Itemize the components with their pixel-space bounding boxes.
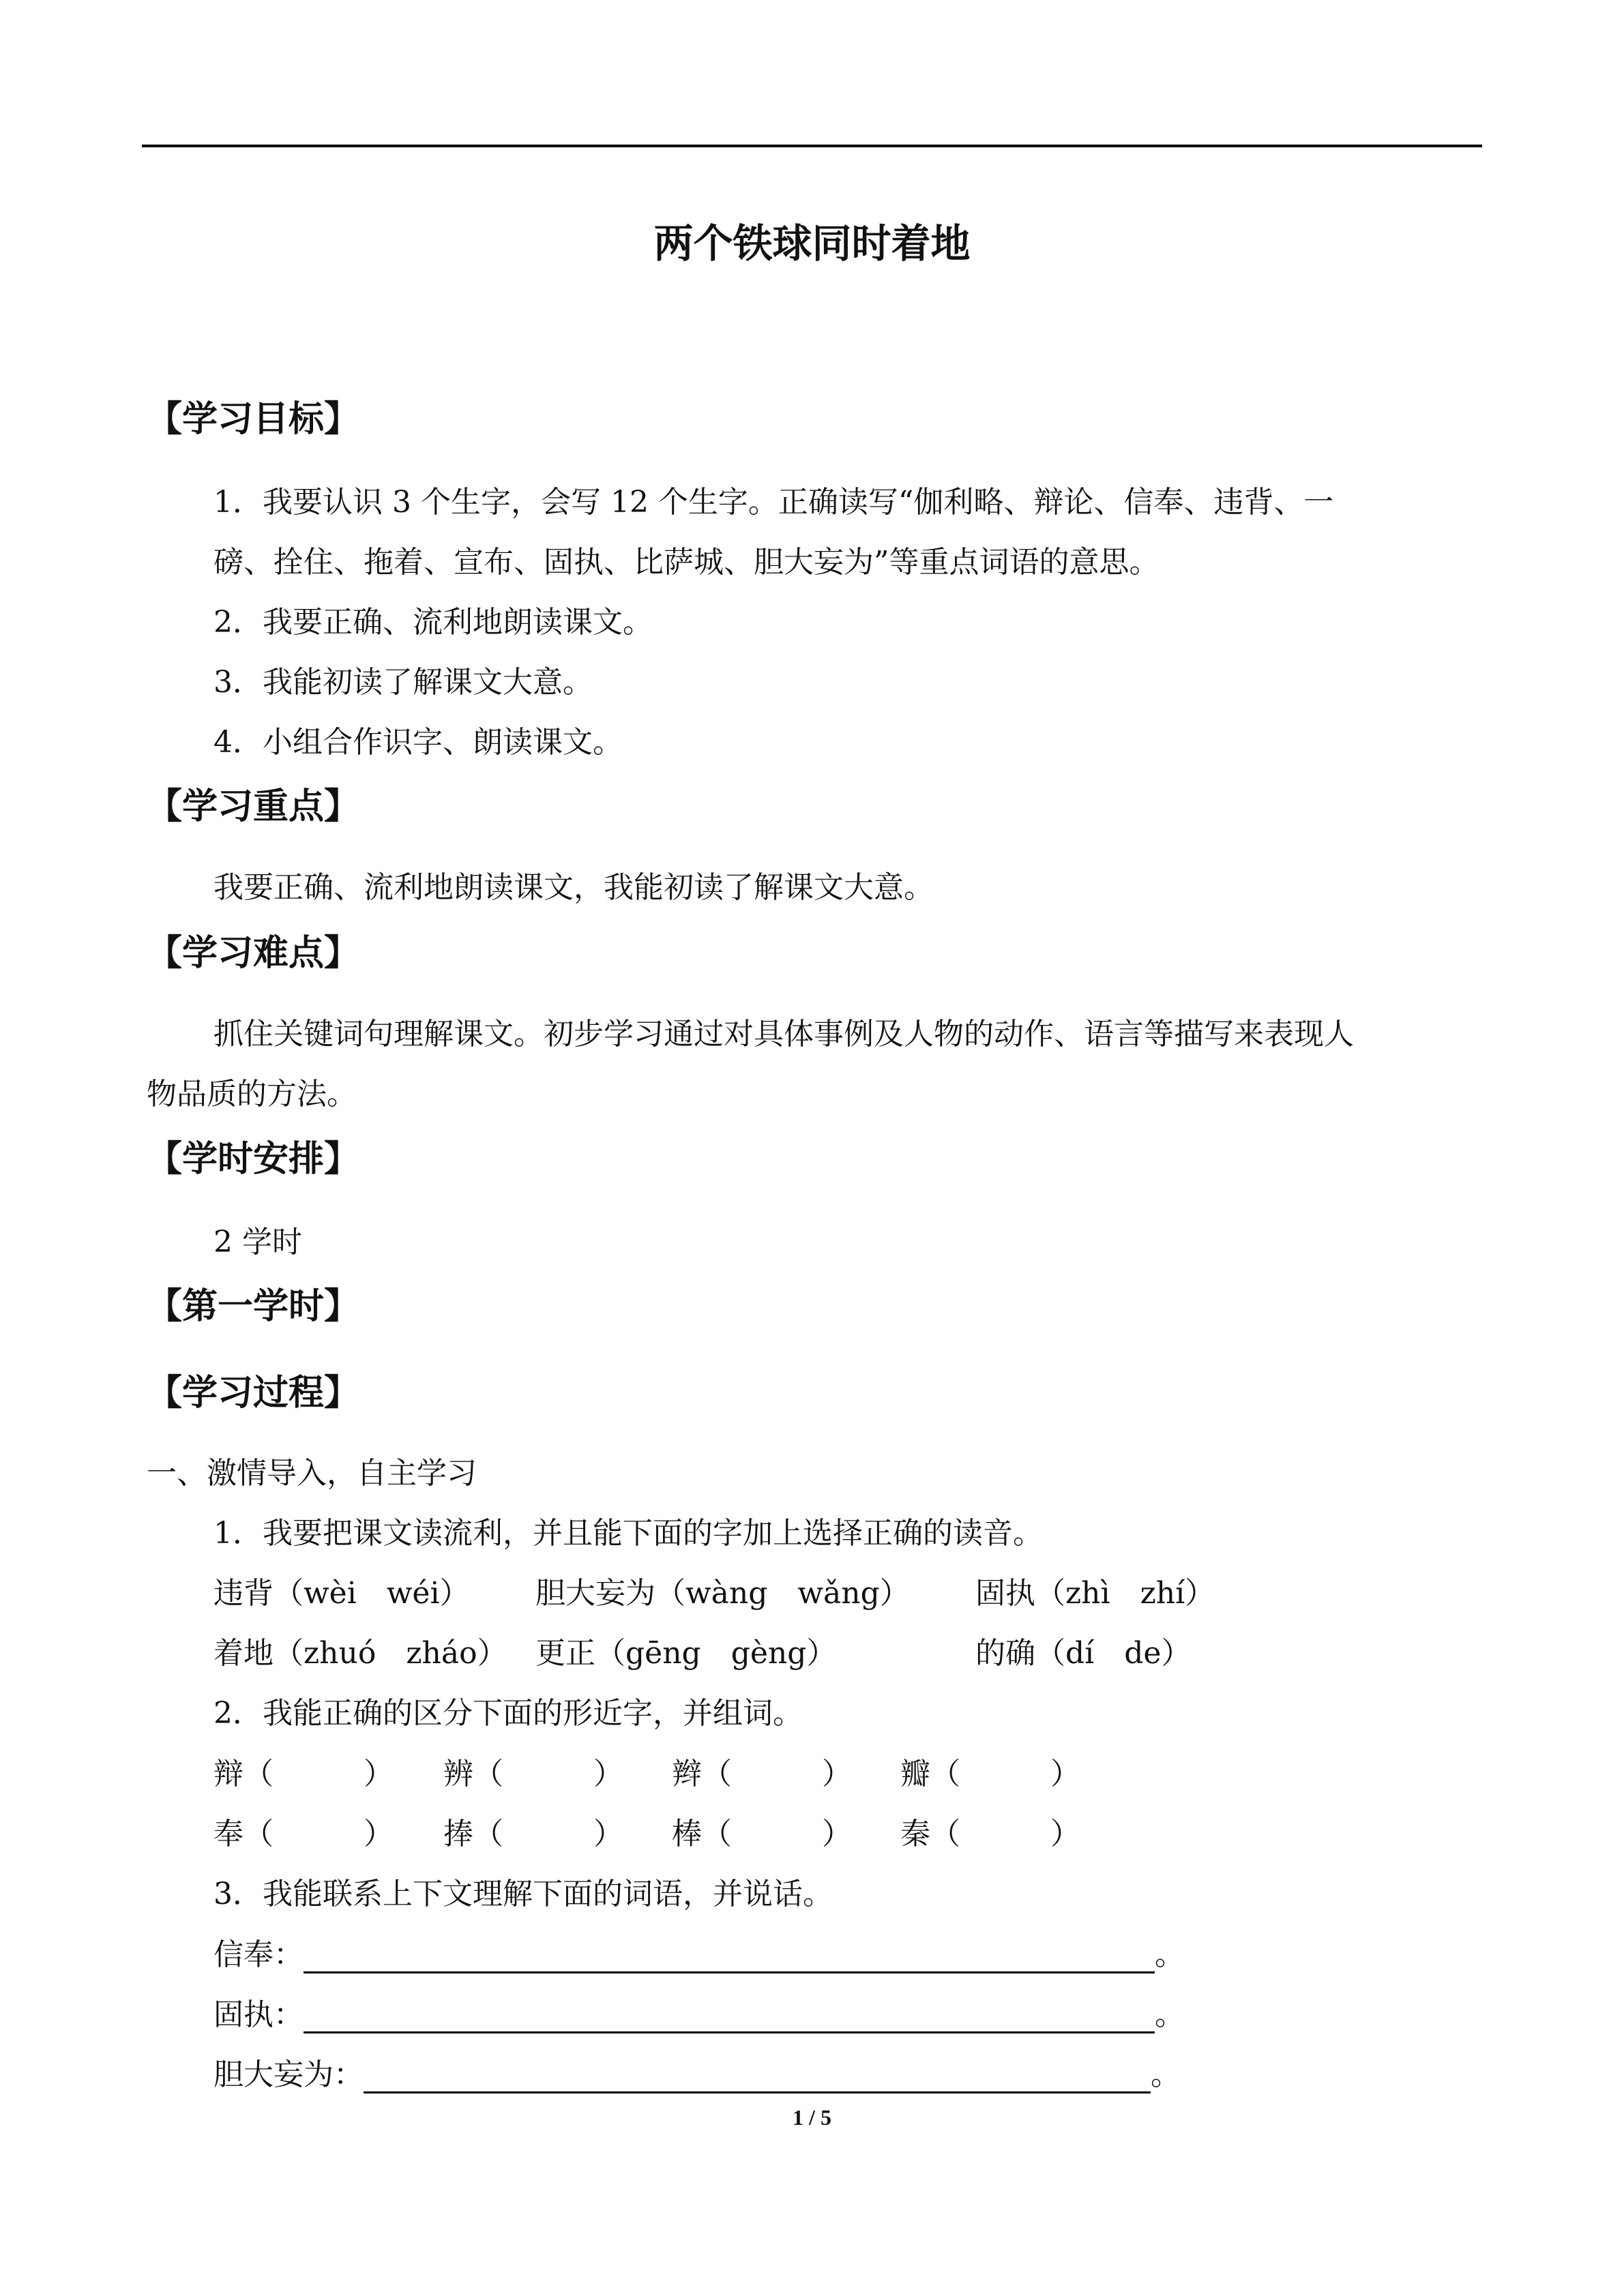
question-1: 1．我要把课文读流利，并且能下面的字加上选择正确的读音。 xyxy=(213,1516,1043,1551)
schedule-text: 2 学时 xyxy=(213,1225,302,1259)
char-fill-item: 辩（ ） xyxy=(213,1757,394,1791)
difficulties-line-2: 物品质的方法。 xyxy=(147,1077,357,1112)
term-line xyxy=(213,1930,1185,1973)
term-label: 胆大妄为： xyxy=(213,2057,364,2092)
char-fill-item: 辨（ ） xyxy=(443,1757,623,1791)
char-fill-item: 秦（ ） xyxy=(900,1817,1080,1851)
difficulties-heading: 【学习难点】 xyxy=(147,933,360,974)
answer-blank[interactable] xyxy=(304,1937,1155,1973)
term-end: 。 xyxy=(1155,1997,1185,2032)
goal-item-2: 2．我要正确、流利地朗读课文。 xyxy=(213,605,653,640)
char-fill-item: 瓣（ ） xyxy=(900,1757,1080,1791)
goal-item-4: 4．小组合作识字、朗读课文。 xyxy=(213,725,623,760)
char-fill-item: 捧（ ） xyxy=(443,1817,623,1851)
answer-blank[interactable] xyxy=(304,1997,1155,2033)
pinyin-choice: 违背（wèi wéi） xyxy=(213,1576,470,1611)
difficulties-line-1: 抓住关键词句理解课文。初步学习通过对具体事例及人物的动作、语言等描写来表现人 xyxy=(213,1017,1354,1052)
key-points-text: 我要正确、流利地朗读课文，我能初读了解课文大意。 xyxy=(213,870,934,905)
header-rule xyxy=(142,145,1482,147)
term-label: 固执： xyxy=(213,1997,304,2032)
document-title: 两个铁球同时着地 xyxy=(653,220,971,267)
pinyin-choice: 更正（gēng gèng） xyxy=(535,1636,837,1671)
term-label: 信奉： xyxy=(213,1937,304,1972)
schedule-heading: 【学时安排】 xyxy=(147,1139,360,1180)
goal-item-1-line-1: 1．我要认识 3 个生字，会写 12 个生字。正确读写“伽利略、辩论、信奉、违背、一 xyxy=(213,485,1334,520)
first-period-heading: 【第一学时】 xyxy=(147,1286,360,1327)
char-fill-item: 棒（ ） xyxy=(672,1817,852,1851)
pinyin-choice: 的确（dí de） xyxy=(975,1636,1192,1671)
goals-heading: 【学习目标】 xyxy=(147,399,360,440)
section-1-title: 一、激情导入，自主学习 xyxy=(147,1456,477,1491)
question-2: 2．我能正确的区分下面的形近字，并组词。 xyxy=(213,1696,803,1731)
pinyin-choice: 胆大妄为（wàng wǎng） xyxy=(535,1576,910,1611)
question-3: 3．我能联系上下文理解下面的词语，并说话。 xyxy=(213,1877,833,1911)
term-line xyxy=(213,1990,1185,2033)
term-end: 。 xyxy=(1151,2057,1181,2092)
process-heading: 【学习过程】 xyxy=(147,1373,360,1414)
page-number: 1 / 5 xyxy=(793,2105,831,2130)
term-end: 。 xyxy=(1155,1937,1185,1972)
goal-item-3: 3．我能初读了解课文大意。 xyxy=(213,665,593,700)
pinyin-choice: 着地（zhuó zháo） xyxy=(213,1636,507,1671)
goal-item-1-line-2: 磅、拴住、拖着、宣布、固执、比萨城、胆大妄为”等重点词语的意思。 xyxy=(213,545,1160,580)
pinyin-choice: 固执（zhì zhí） xyxy=(975,1576,1215,1611)
key-points-heading: 【学习重点】 xyxy=(147,786,360,827)
char-fill-item: 辫（ ） xyxy=(672,1757,852,1791)
char-fill-item: 奉（ ） xyxy=(213,1817,394,1851)
answer-blank[interactable] xyxy=(364,2057,1151,2093)
term-line xyxy=(213,2050,1181,2093)
